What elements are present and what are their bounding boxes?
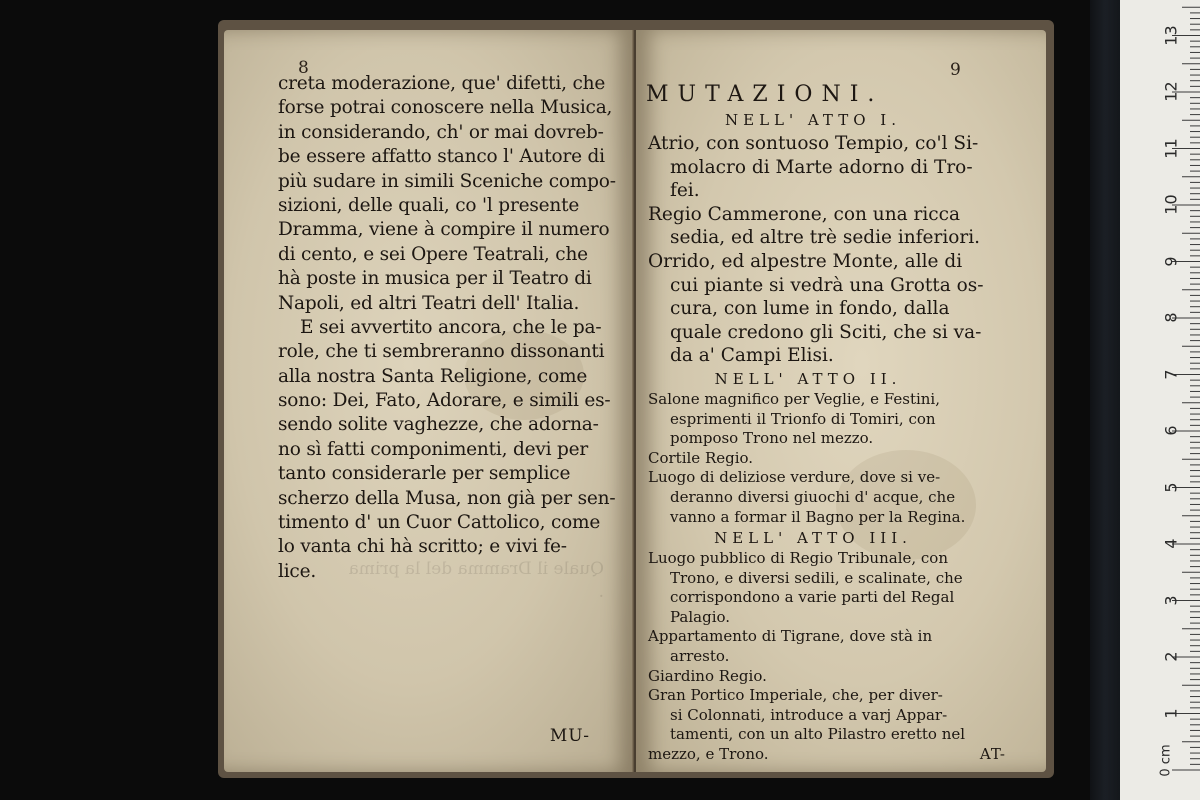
text-line: cura, con lume in fondo, dalla [670, 298, 950, 320]
act-heading: NELL' ATTO I. [725, 111, 901, 129]
text-line: Giardino Regio. [648, 666, 767, 685]
ruler-number: 9 [1161, 255, 1181, 267]
text-line: pomposo Trono nel mezzo. [670, 429, 874, 448]
text-line: sizioni, delle quali, co 'l presente [278, 194, 580, 216]
catchword-left: MU- [549, 726, 590, 746]
text-line: forse potrai conoscere nella Musica, [278, 97, 613, 119]
text-line: Atrio, con sontuoso Tempio, co'l Si- [648, 133, 979, 154]
ruler-number: 10 [1161, 194, 1181, 215]
text-line: Trono, e diversi sedili, e scalinate, che [670, 568, 963, 587]
text-line: deranno diversi giuochi d' acque, che [670, 487, 956, 506]
ruler-number: 6 [1161, 425, 1181, 436]
text-line [648, 745, 1008, 765]
page-number-left: 8 [298, 58, 309, 78]
text-line: tamenti, con un alto Pilastro eretto nel [670, 725, 966, 744]
text-line: be essere affatto stanco l' Autore di [278, 146, 605, 168]
text-line: fei. [670, 180, 700, 202]
text-line: arresto. [670, 647, 730, 666]
text-line: scherzo della Musa, non già per sen- [278, 487, 616, 509]
text-line: Gran Portico Imperiale, che, per diver- [648, 686, 943, 705]
text-line: Orrido, ed alpestre Monte, alle di [648, 250, 963, 272]
text-line: lice. [278, 560, 317, 582]
catchword-right: AT- [979, 745, 1006, 764]
text-line: Regio Cammerone, con una ricca [648, 203, 961, 225]
text-line: timento d' un Cuor Cattolico, come [278, 512, 601, 534]
text-line: Napoli, ed altri Teatri dell' Italia. [278, 292, 580, 314]
ruler-unit-label: 0 cm [1158, 744, 1174, 777]
text-line: hà poste in musica per il Teatro di [278, 268, 592, 290]
text-line: Palagio. [670, 607, 731, 626]
text-line: tanto considerarle per semplice [278, 463, 571, 485]
text-line: sedia, ed altre trè sedie inferiori. [670, 227, 981, 249]
act1-scenes [648, 132, 1008, 368]
ruler-number: 2 [1161, 651, 1181, 662]
act-heading: NELL' ATTO III. [714, 529, 912, 548]
text-line: vanno a formar il Bagno per la Regina. [670, 507, 966, 526]
text-line: da a' Campi Elisi. [670, 345, 834, 367]
text-line: mezzo, e Trono. [648, 745, 769, 764]
text-line: in considerando, ch' or mai dovreb- [278, 121, 604, 143]
ruler-number: 1 [1161, 707, 1181, 719]
measuring-ruler [1120, 0, 1200, 800]
act2-scenes [648, 390, 1008, 527]
text-line: no sì fatti componimenti, devi per [278, 438, 589, 460]
text-line: molacro di Marte adorno di Tro- [670, 156, 973, 178]
ruler-number: 5 [1161, 481, 1181, 493]
act3-scenes [648, 549, 1008, 765]
left-page [224, 30, 634, 772]
text-line: creta moderazione, que' difetti, che [278, 73, 606, 94]
section-title: MUTAZIONI. [646, 82, 884, 107]
show-through-text: Quale il Dramma del la prima . [348, 559, 604, 602]
text-line: sendo solite vaghezze, che adorna- [278, 414, 599, 436]
text-line: Luogo pubblico di Regio Tribunale, con [648, 549, 948, 568]
right-page [636, 30, 1046, 772]
text-line: di cento, e sei Opere Teatrali, che [278, 243, 588, 265]
text-line: Cortile Regio. [648, 448, 754, 467]
text-line: quale credono gli Sciti, che si va- [670, 321, 982, 343]
text-line: esprimenti il Trionfo di Tomiri, con [670, 409, 936, 428]
text-line: role, che ti sembreranno dissonanti [278, 341, 605, 363]
text-line: E sei avvertito ancora, che le pa- [300, 316, 602, 338]
ruler-number: 4 [1161, 538, 1181, 549]
text-line: Dramma, viene à compire il numero [278, 219, 610, 241]
ruler-number: 12 [1161, 81, 1181, 102]
text-line: Luogo di deliziose verdure, dove si ve- [648, 468, 941, 487]
text-line: Appartamento di Tigrane, dove stà in [648, 627, 933, 646]
text-line: più sudare in simili Sceniche compo- [278, 170, 616, 192]
page-number-right: 9 [950, 60, 961, 80]
text-line: si Colonnati, introduce a varj Appar- [670, 705, 948, 724]
ruler-number: 8 [1161, 312, 1181, 323]
right-page-text [648, 108, 1008, 765]
left-page-text [278, 72, 618, 584]
text-line: cui piante si vedrà una Grotta os- [670, 274, 984, 296]
ruler-number: 11 [1161, 137, 1181, 159]
ruler-number: 13 [1161, 24, 1181, 46]
open-book [218, 20, 1054, 778]
text-line: Salone magnifico per Veglie, e Festini, [648, 389, 941, 408]
text-line: alla nostra Santa Religione, come [278, 365, 588, 387]
act-heading: NELL' ATTO II. [714, 369, 902, 388]
dark-backdrop [1090, 0, 1120, 800]
ruler-ticks [1120, 0, 1200, 800]
text-line: corrispondono a varie parti del Regal [670, 588, 955, 607]
text-line: sono: Dei, Fato, Adorare, e simili es- [278, 390, 611, 412]
text-line: lo vanta chi hà scritto; e vivi fe- [278, 536, 567, 558]
ruler-number: 7 [1161, 368, 1181, 380]
ruler-number: 3 [1161, 594, 1181, 606]
